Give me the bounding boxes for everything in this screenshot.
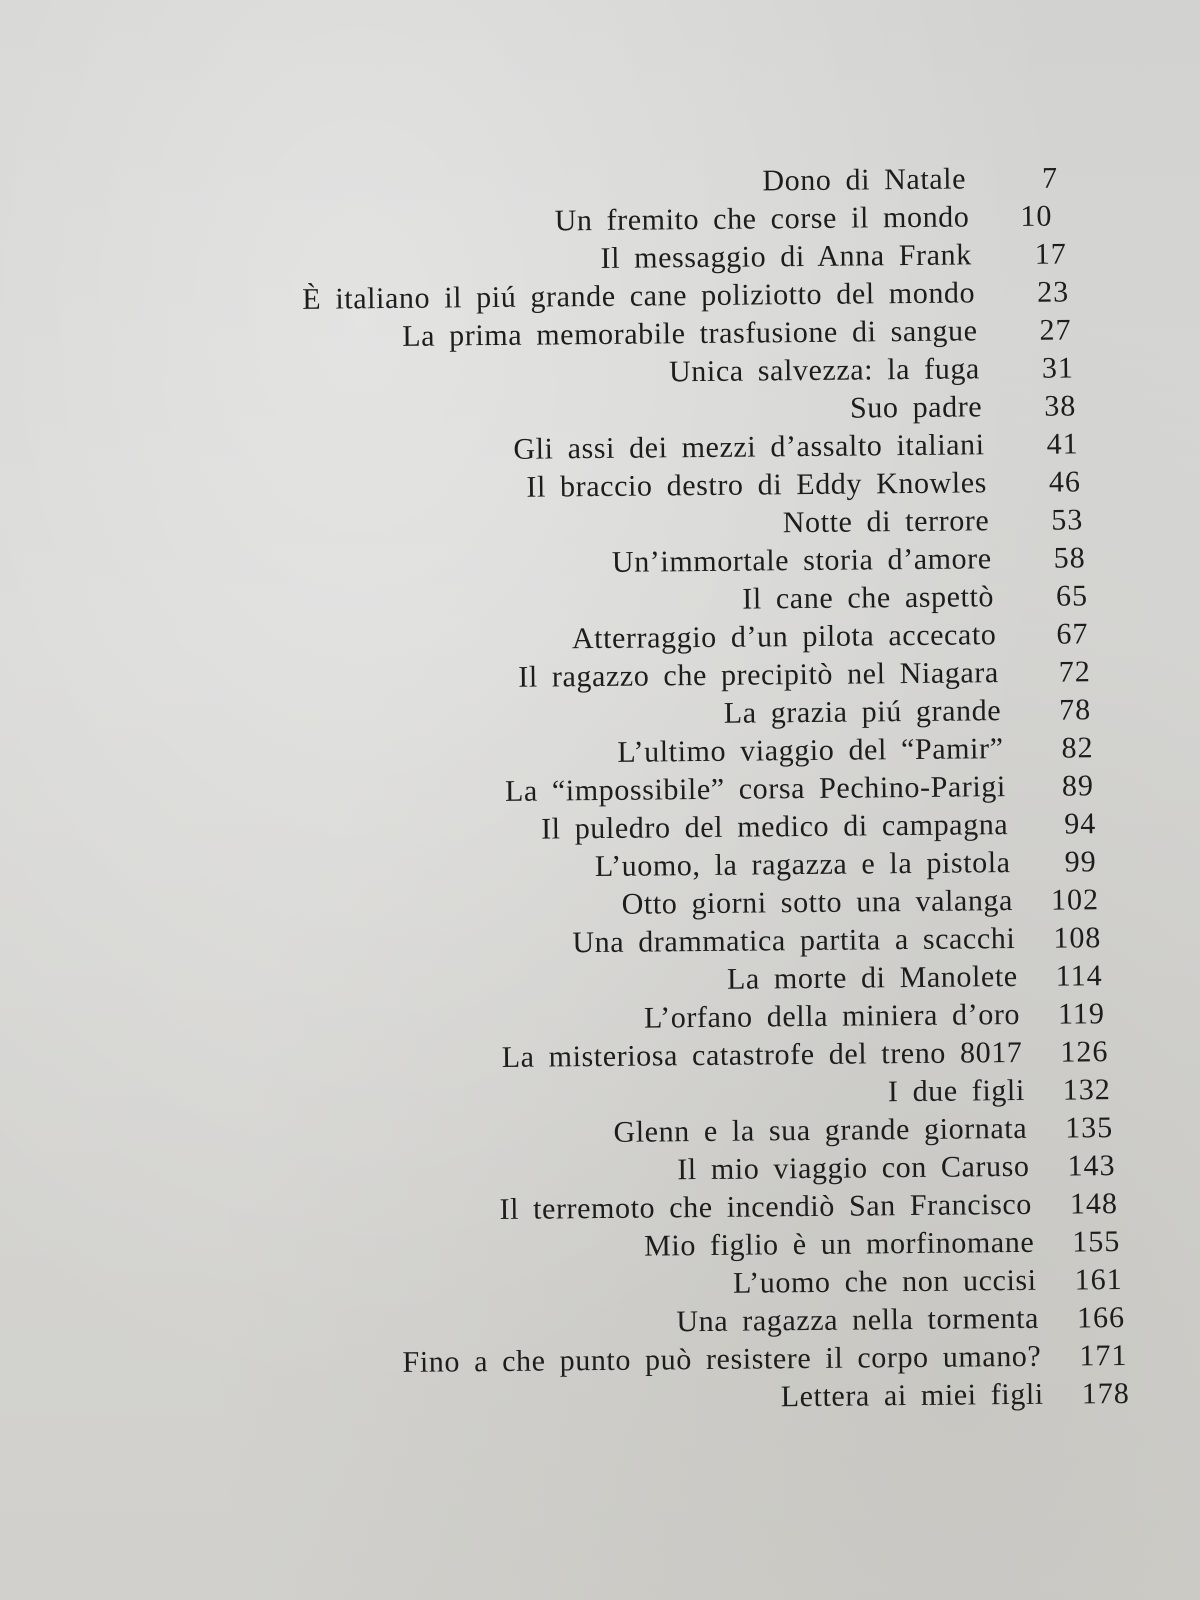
entry-page-number: 10	[1020, 199, 1053, 233]
entry-title: I due figli	[887, 1073, 1025, 1109]
entry-page-number: 148	[1069, 1187, 1119, 1221]
entry-page-number: 72	[1058, 655, 1091, 689]
entry-title: Atterraggio d’un pilota accecato	[571, 618, 997, 656]
entry-page-number: 7	[1041, 161, 1059, 195]
entry-page-number: 31	[1041, 351, 1075, 385]
entry-page-number: 23	[1036, 275, 1070, 309]
entry-title: L’uomo, la ragazza e la pistola	[594, 846, 1011, 884]
entry-title: L’ultimo viaggio del “Pamir”	[617, 732, 1004, 769]
entry-page-number: 94	[1064, 807, 1097, 841]
entry-title: Il messaggio di Anna Frank	[600, 238, 972, 275]
entry-page-number: 143	[1067, 1149, 1116, 1183]
entry-page-number: 155	[1072, 1225, 1121, 1259]
entry-page-number: 78	[1058, 693, 1092, 727]
entry-title: Un fremito che corse il mondo	[554, 200, 970, 238]
entry-page-number: 135	[1065, 1111, 1114, 1145]
entry-page-number: 38	[1044, 389, 1077, 423]
entry-page-number: 46	[1048, 465, 1082, 499]
entry-title: Dono di Natale	[762, 162, 967, 198]
entry-title: Mio figlio è un morfinomane	[643, 1225, 1035, 1263]
entry-title: La morte di Manolete	[726, 959, 1018, 996]
entry-title: Notte di terrore	[782, 504, 990, 540]
entry-page-number: 27	[1039, 313, 1072, 347]
entry-page-number: 166	[1076, 1300, 1126, 1335]
entry-page-number: 108	[1053, 921, 1102, 955]
entry-title: Il braccio destro di Eddy Knowles	[526, 466, 988, 504]
entry-page-number: 178	[1081, 1376, 1130, 1411]
entry-title: Lettera ai miei figli	[780, 1377, 1044, 1414]
entry-page-number: 67	[1056, 617, 1089, 651]
entry-page-number: 132	[1062, 1073, 1111, 1107]
entry-title: Il ragazzo che precipitò nel Niagara	[518, 656, 999, 694]
entry-title: Il mio viaggio con Caruso	[677, 1149, 1030, 1187]
entry-page-number: 114	[1055, 959, 1103, 993]
entry-title: La “impossibile” corsa Pechino-Parigi	[504, 770, 1007, 808]
entry-page-number: 99	[1064, 845, 1097, 879]
entry-page-number: 41	[1046, 427, 1079, 461]
entry-title: Otto giorni sotto una valanga	[621, 884, 1014, 921]
entry-page-number: 58	[1053, 541, 1086, 575]
entry-page-number: 102	[1050, 883, 1100, 917]
entry-title: La grazia piú grande	[723, 694, 1002, 730]
entry-page-number: 53	[1051, 503, 1084, 537]
entry-title: Una ragazza nella tormenta	[676, 1301, 1040, 1339]
entry-page-number: 89	[1061, 769, 1095, 803]
entry-title: L’uomo che non uccisi	[732, 1263, 1037, 1300]
entry-title: Il puledro del medico di campagna	[540, 808, 1009, 846]
entry-page-number: 161	[1074, 1263, 1123, 1297]
entry-title: Il terremoto che incendiò San Francisco	[499, 1187, 1033, 1226]
entry-title: Gli assi dei mezzi d’assalto italiani	[513, 428, 985, 466]
entry-title: Unica salvezza: la fuga	[668, 352, 981, 389]
entry-title: È italiano il piú grande cane poliziotto del mondo	[302, 276, 976, 316]
entry-title: Fino a che punto può resistere il corpo umano?	[402, 1339, 1042, 1379]
entry-title: Un’immortale storia d’amore	[611, 542, 992, 579]
entry-title: Una drammatica partita a scacchi	[572, 922, 1016, 960]
entry-page-number: 126	[1060, 1035, 1109, 1069]
entry-title: Glenn e la sua grande giornata	[613, 1111, 1028, 1149]
entry-page-number: 17	[1034, 237, 1067, 271]
entry-title: Il cane che aspettò	[742, 580, 995, 616]
entry-page-number: 171	[1079, 1338, 1128, 1373]
entry-page-number: 82	[1061, 731, 1094, 765]
entry-title: L’orfano della miniera d’oro	[643, 997, 1021, 1035]
entry-page-number: 65	[1055, 579, 1089, 613]
entry-title: La prima memorabile trasfusione di sangue	[402, 314, 978, 353]
entry-title: Suo padre	[849, 390, 983, 425]
entry-title: La misteriosa catastrofe del treno 8017	[501, 1035, 1023, 1074]
entry-page-number: 119	[1057, 997, 1106, 1031]
